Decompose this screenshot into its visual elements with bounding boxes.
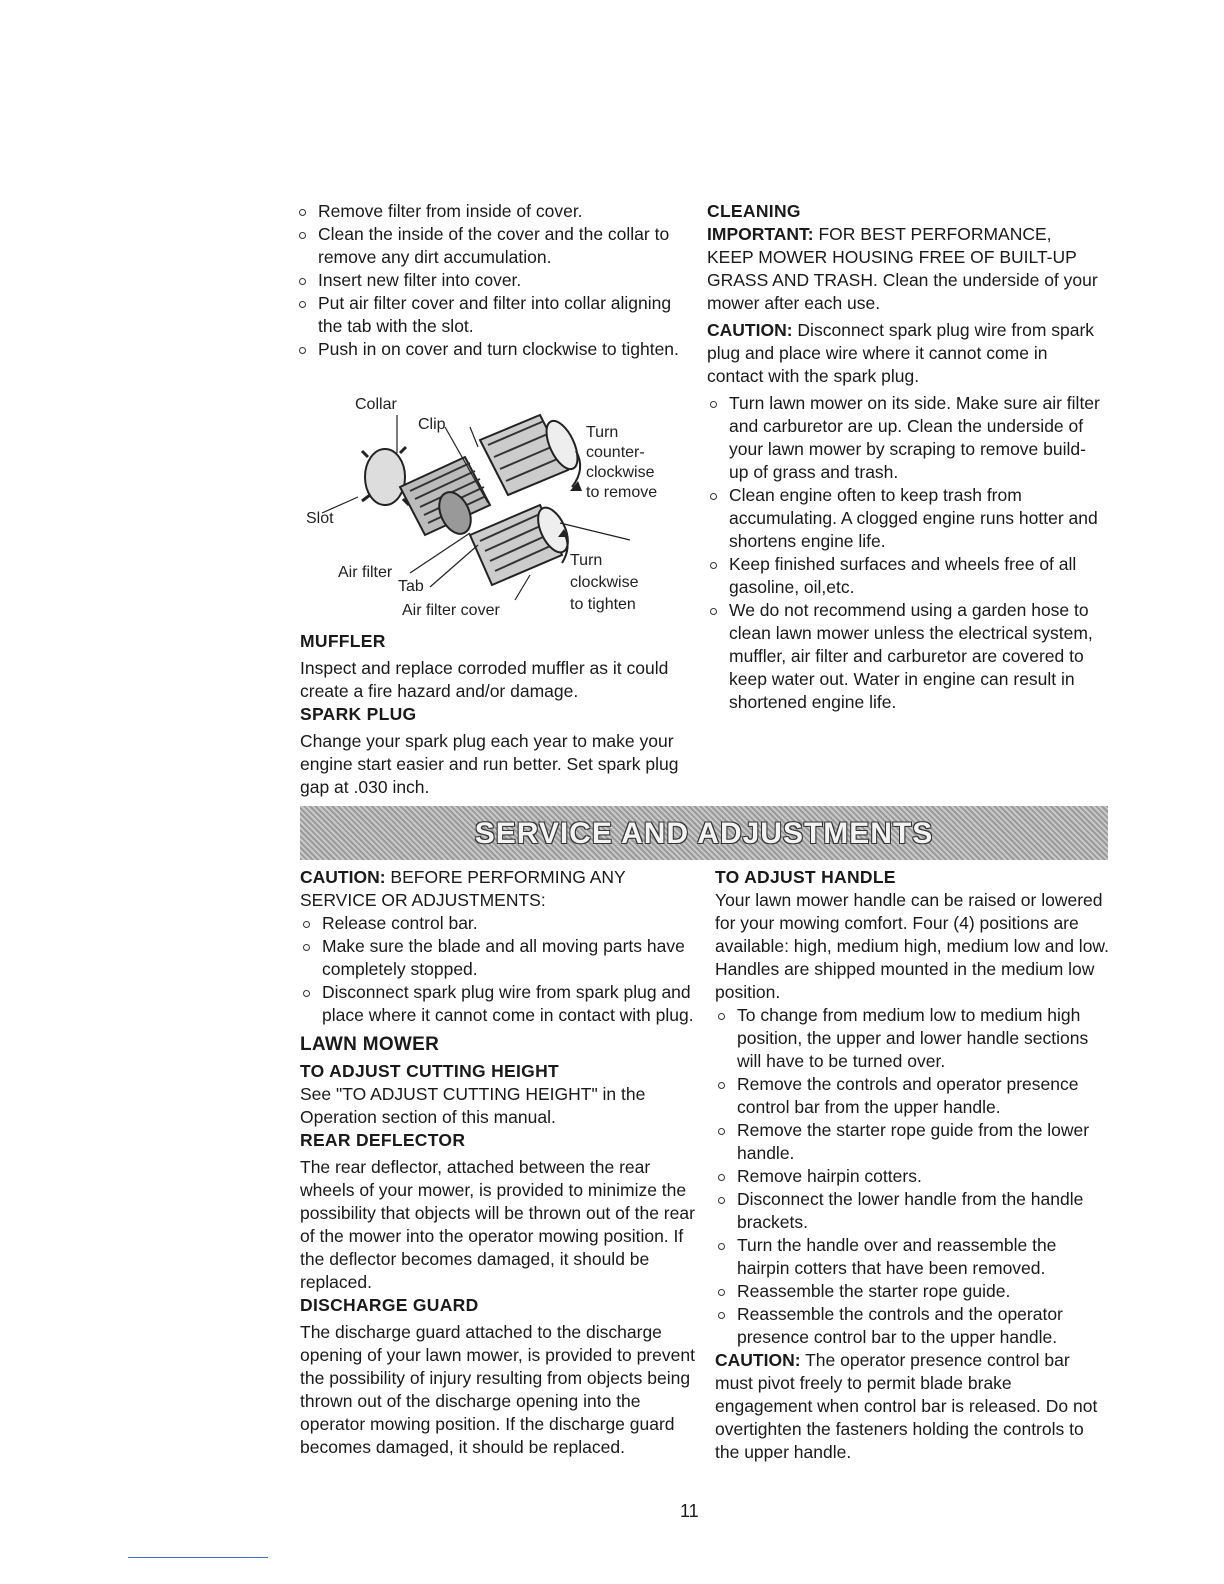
cleaning-section — [707, 200, 1102, 714]
turn-ccw-label-2: counter- — [586, 444, 645, 461]
air-filter-diagram — [300, 395, 680, 625]
turn-cw-label-2: clockwise — [570, 574, 639, 591]
cleaning-steps — [707, 392, 1102, 714]
list-item: Keep finished surfaces and wheels free of all gasoline, oil,etc. — [707, 553, 1102, 599]
tab-label: Tab — [398, 578, 424, 595]
list-item: We do not recommend using a garden hose to clean lawn mower unless the electrical system, muffler, air filter and carburetor are covered to keep water out. Water in engine can result in shortened engine life. — [707, 599, 1102, 714]
section-banner — [300, 806, 1108, 860]
list-item: Insert new filter into cover. — [296, 269, 681, 292]
important-text: FOR BEST PERFORMANCE, KEEP MOWER HOUSING FREE OF BUILT-UP GRASS AND TRASH. Clean the underside of your mower after each use. — [707, 224, 1098, 313]
footer-rule — [128, 1557, 268, 1558]
service-caution — [300, 866, 695, 912]
list-item: Clean engine often to keep trash from accumulating. A clogged engine runs hotter and shortens engine life. — [707, 484, 1102, 553]
caution-text: BEFORE PERFORMING ANY SERVICE OR ADJUSTMENTS: — [300, 867, 626, 910]
lawn-mower-heading: LAWN MOWER — [300, 1034, 440, 1055]
collar-label: Collar — [355, 396, 397, 413]
muffler-text: Inspect and replace corroded muffler as it could create a fire hazard and/or damage. — [300, 658, 669, 701]
service-precautions — [300, 912, 695, 1027]
caution-text: Disconnect spark plug wire from spark plug and place wire where it cannot come in contact with the spark plug. — [707, 320, 1095, 386]
muffler-heading: MUFFLER — [300, 631, 386, 651]
bottom-left-column — [300, 866, 695, 1459]
air-filter-steps — [296, 200, 681, 361]
list-item: Remove filter from inside of cover. — [296, 200, 681, 223]
caution-text: The operator presence control bar must pivot freely to permit blade brake engagement when control bar is released. Do not overtighten the fasteners holding the controls to the upper handle. — [715, 1350, 1098, 1462]
spark-plug-text: Change your spark plug each year to make your engine start easier and run better. Set spark plug gap at .030 inch. — [300, 731, 679, 797]
list-item: Turn lawn mower on its side. Make sure air filter and carburetor are up. Clean the underside of your lawn mower by scraping to remove build-up of grass and trash. — [707, 392, 1102, 484]
list-item: Release control bar. — [300, 912, 695, 935]
discharge-guard-heading: DISCHARGE GUARD — [300, 1295, 479, 1315]
cutting-height-text: See "TO ADJUST CUTTING HEIGHT" in the Operation section of this manual. — [300, 1084, 646, 1127]
turn-cw-label-1: Turn — [570, 552, 603, 569]
banner-title: SERVICE AND ADJUSTMENTS — [474, 816, 934, 850]
list-item: Push in on cover and turn clockwise to tighten. — [296, 338, 681, 361]
cutting-height-heading: TO ADJUST CUTTING HEIGHT — [300, 1061, 560, 1081]
list-item: To change from medium low to medium high position, the upper and lower handle sections will have to be turned over. — [715, 1004, 1110, 1073]
list-item: Turn the handle over and reassemble the hairpin cotters that have been removed. — [715, 1234, 1110, 1280]
handle-caution — [715, 1349, 1110, 1464]
air-filter-cover-label: Air filter cover — [402, 602, 500, 619]
air-filter-label: Air filter — [338, 564, 393, 581]
list-item: Make sure the blade and all moving parts have completely stopped. — [300, 935, 695, 981]
adjust-handle-heading: TO ADJUST HANDLE — [715, 867, 896, 887]
adjust-handle-intro: Your lawn mower handle can be raised or lowered for your mowing comfort. Four (4) positions are available: high, medium high, medium low and low. Handles are shipped mounted in the medium low position. — [715, 890, 1109, 1002]
air-filter-cover-lower — [470, 503, 574, 585]
air-filter-cover-upper — [480, 415, 584, 495]
page-number: 11 — [680, 1501, 699, 1521]
spark-plug-heading: SPARK PLUG — [300, 704, 417, 724]
list-item: Disconnect spark plug wire from spark plug and place where it cannot come in contact with plug. — [300, 981, 695, 1027]
important-label: IMPORTANT: — [707, 224, 814, 244]
list-item: Remove hairpin cotters. — [715, 1165, 1110, 1188]
cleaning-heading: CLEANING — [707, 201, 801, 221]
turn-ccw-label-1: Turn — [586, 424, 619, 441]
adjust-handle-section — [715, 866, 1110, 1464]
rear-deflector-text: The rear deflector, attached between the rear wheels of your mower, is provided to minimize the possibility that objects will be thrown out of the rear of the mower into the operator mowing position. If the deflector becomes damaged, it should be replaced. — [300, 1157, 695, 1292]
filter-element — [400, 457, 490, 539]
list-item: Remove the starter rope guide from the lower handle. — [715, 1119, 1110, 1165]
caution-label: CAUTION: — [707, 320, 793, 340]
turn-ccw-label-3: clockwise — [586, 464, 655, 481]
muffler-section — [300, 630, 685, 799]
list-item: Put air filter cover and filter into collar aligning the tab with the slot. — [296, 292, 681, 338]
top-left-column — [296, 200, 681, 361]
turn-cw-label-3: to tighten — [570, 596, 636, 613]
important-note — [707, 223, 1102, 315]
list-item: Remove the controls and operator presence control bar from the upper handle. — [715, 1073, 1110, 1119]
list-item: Reassemble the starter rope guide. — [715, 1280, 1110, 1303]
caution-label: CAUTION: — [715, 1350, 801, 1370]
slot-label: Slot — [306, 510, 334, 527]
discharge-guard-text: The discharge guard attached to the discharge opening of your lawn mower, is provided to prevent the possibility of injury resulting from objects being thrown out of the discharge opening into the operator mowing position. If the discharge guard becomes damaged, it should be replaced. — [300, 1322, 695, 1457]
rear-deflector-heading: REAR DEFLECTOR — [300, 1130, 466, 1150]
caution-label: CAUTION: — [300, 867, 386, 887]
clip-label: Clip — [418, 416, 446, 433]
collar-shape — [365, 449, 405, 505]
list-item: Reassemble the controls and the operator presence control bar to the upper handle. — [715, 1303, 1110, 1349]
list-item: Clean the inside of the cover and the collar to remove any dirt accumulation. — [296, 223, 681, 269]
adjust-handle-steps — [715, 1004, 1110, 1349]
turn-ccw-label-4: to remove — [586, 484, 658, 501]
list-item: Disconnect the lower handle from the handle brackets. — [715, 1188, 1110, 1234]
caution-note — [707, 319, 1102, 388]
